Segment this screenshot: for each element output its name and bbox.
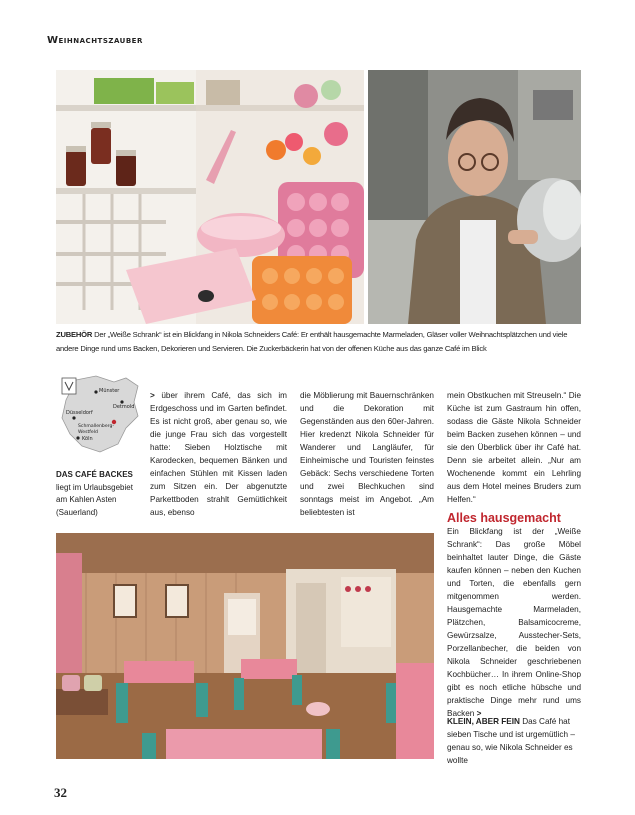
article-column-3 [447, 389, 581, 720]
map-label-koeln: Köln [82, 436, 93, 442]
continuation-arrow-icon: > [150, 391, 155, 400]
bottom-caption-lead: KLEIN, ABER FEIN [447, 717, 520, 726]
cafe-interior-illustration [56, 533, 434, 759]
photo-white-cupboard [56, 70, 364, 324]
page-number: 32 [54, 785, 67, 800]
article-column-2 [300, 389, 434, 519]
article-column-1 [150, 389, 287, 519]
caption-text: Der „Weiße Schrank“ ist ein Blickfang in Nikola Schneiders Café: Er enthält hausgemachte Marmeladen, Gläser voller Weihnachtsplätzchen und viele andere Dinge rund ums Backen, Dekorieren und Servieren. Die Zuckerbäckerin hat von der offenen Küche aus das ganze Café im Blick [56, 330, 568, 353]
region-map [56, 372, 140, 454]
caption-lead: ZUBEHÖR [56, 330, 93, 339]
photo-cafe-interior [56, 533, 434, 759]
bottom-caption-text: Das Café hat sieben Tische und ist urgemütlich – genau so, wie Nikola Schneider es wollte [447, 717, 575, 765]
map-caption [56, 469, 144, 519]
map-label-schmallenberg: Schmallenberg-Westfeld [78, 424, 115, 435]
article-column-3b-text: Ein Blickfang ist der „Weiße Schrank“: Das große Möbel beinhaltet lauter Dinge, die Gäste kaufen können – neben den Kuchen und Torten, die ebenfalls gern mitgenommen werden. Hausgemachte Marmeladen, Plätzchen, Balsamicocreme, Gewürzsalze, Ausstecher-Sets, Porzellanbecher, die beiden von Nikola Schneider geschriebenen Kochbücher… In ihrem Online-Shop gibt es noch etliche hübsche und praktische Dinge mehr rund ums Backen [447, 527, 581, 718]
article-column-3-text: mein Obstkuchen mit Streuseln.“ Die Küche ist zum Gastraum hin offen, sodass die Gäste Nikola Schneider beim Backen zusehen können – und sie den Überblick über ihr Café hat. Denn sie arbeitet allein. „Nur am Wochenende kommt ein Lehrling aus dem Hotel meines Bruders zum Helfen.“ [447, 391, 581, 504]
section-title: Weihnachtszauber [47, 35, 143, 46]
photo-nikola-schneider [368, 70, 581, 324]
cupboard-illustration [56, 70, 364, 324]
map-label-detmold: Detmold [113, 404, 135, 410]
nrw-coat-of-arms-icon [62, 378, 76, 394]
article-column-1-text: über ihrem Café, das sich im Erdgeschoss und im Garten befindet. Es ist nicht groß, aber genau so, wie die junge Frau sich das vorgestellt hatte: Sieben Holztische mit Karodecken, bequemen Bänken und einfachen Stühlen mit Kissen laden zum Sitzen ein. Der abgenutzte Parkettboden strahlt Gemütlichkeit aus, ebenso [150, 391, 287, 517]
map-caption-lead: DAS CAFÉ BACKES [56, 470, 133, 479]
article-subhead: Alles hausgemacht [447, 511, 561, 525]
map-caption-text: liegt im Urlaubsgebiet am Kahlen Asten (Sauerland) [56, 482, 133, 517]
map-label-muenster: Münster [99, 388, 120, 394]
continue-arrow-icon: > [476, 709, 482, 718]
bottom-photo-caption [447, 715, 577, 767]
map-label-duesseldorf: Düsseldorf [66, 410, 93, 416]
top-photo-caption [56, 328, 586, 356]
article-column-2-text: die Möblierung mit Bauernschränken und die Dekoration mit Gegenständen aus den 60er-Jahren. Hier kredenzt Nikola Schneider für Wanderer und Langläufer, für Einheimische und Touristen feinstes Gebäck: Sechs verschiedene Torten und zwei Blechkuchen sind sonntags meist im Angebot. „Am beliebtesten ist [300, 391, 434, 517]
baker-illustration [368, 70, 581, 324]
